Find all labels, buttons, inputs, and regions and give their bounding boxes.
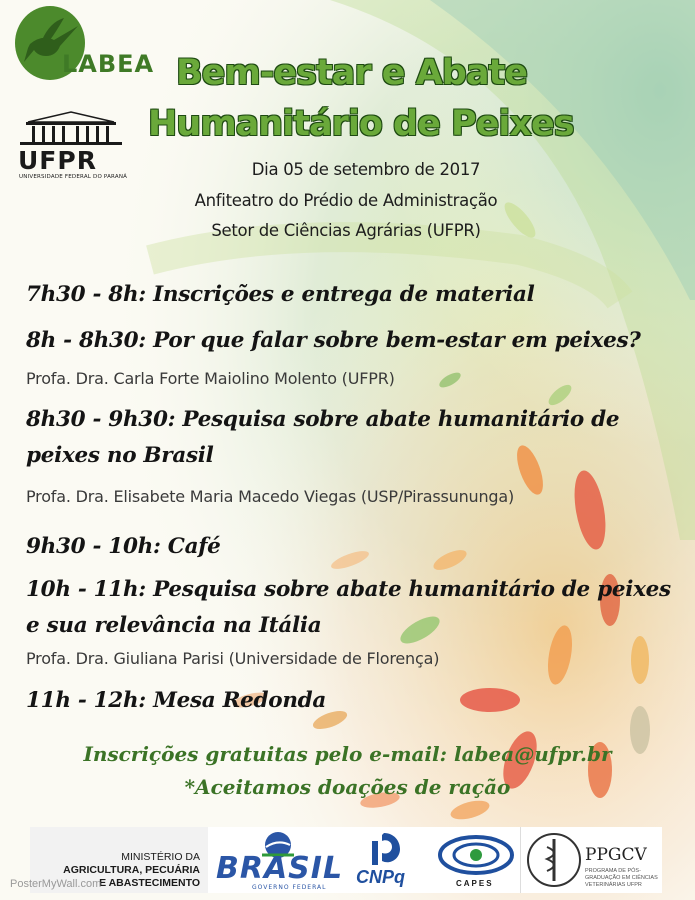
schedule-item-speaker: Profa. Dra. Carla Forte Maiolino Molento (UFPR) bbox=[26, 369, 395, 388]
event-date: Dia 05 de setembro de 2017 bbox=[251, 160, 481, 179]
ministerio-line-2: AGRICULTURA, PECUÁRIA bbox=[63, 864, 200, 876]
ppgcv-logo-subtext: PROGRAMA DE PÓS-GRADUAÇÃO EM CIÊNCIAS VETERINÁRIAS UFPR bbox=[585, 868, 658, 888]
registration-note: Inscrições gratuitas pelo e-mail: labea@ufpr.br bbox=[83, 742, 612, 766]
ministerio-line-1: MINISTÉRIO DA bbox=[121, 851, 200, 863]
capes-logo-text: CAPES bbox=[456, 879, 494, 888]
labea-logo-text: LABEA bbox=[62, 50, 155, 78]
cnpq-logo bbox=[352, 827, 422, 893]
labea-logo bbox=[12, 6, 162, 86]
ufpr-logo bbox=[16, 110, 128, 184]
brasil-logo-subtext: GOVERNO FEDERAL bbox=[252, 884, 327, 891]
schedule-item-title: 8h - 8h30: Por que falar sobre bem-estar em peixes? bbox=[26, 328, 641, 353]
cnpq-symbol-icon bbox=[364, 831, 404, 867]
schedule-item-speaker: Profa. Dra. Elisabete Maria Macedo Viegas (USP/Pirassununga) bbox=[26, 487, 514, 506]
brasil-governo-federal-logo bbox=[208, 827, 348, 893]
event-place: Anfiteatro do Prédio de Administração bbox=[194, 191, 498, 210]
ministerio-line-3: E ABASTECIMENTO bbox=[99, 877, 200, 889]
schedule-item-title: 7h30 - 8h: Inscrições e entrega de material bbox=[26, 282, 535, 307]
capes-logo bbox=[434, 827, 516, 893]
schedule-item-title: 11h - 12h: Mesa Redonda bbox=[26, 688, 327, 713]
ppgcv-seal-icon bbox=[525, 831, 583, 889]
event-title-line-1: Bem-estar e Abate bbox=[176, 53, 527, 93]
schedule-item-title: 10h - 11h: Pesquisa sobre abate humanitário de peixes e sua relevância na Itália bbox=[26, 577, 671, 638]
ppgcv-logo-text: PPGCV bbox=[585, 845, 647, 865]
postermywall-watermark: PosterMyWall.com bbox=[10, 878, 102, 890]
ufpr-logo-subtext: UNIVERSIDADE FEDERAL DO PARANÁ bbox=[19, 174, 128, 180]
schedule-item-title: 8h30 - 9h30: Pesquisa sobre abate humanitário de peixes no Brasil bbox=[26, 407, 620, 468]
sponsor-logos-strip bbox=[30, 827, 662, 893]
schedule-item-title: 9h30 - 10h: Café bbox=[26, 534, 221, 559]
ufpr-logo-text: UFPR bbox=[18, 146, 97, 175]
schedule-item-speaker: Profa. Dra. Giuliana Parisi (Universidade de Florença) bbox=[26, 649, 440, 668]
event-title-line-2: Humanitário de Peixes bbox=[148, 104, 574, 144]
capes-symbol-icon bbox=[436, 829, 516, 879]
brasil-logo-text: BRASIL bbox=[216, 851, 344, 886]
event-sector: Setor de Ciências Agrárias (UFPR) bbox=[211, 221, 481, 240]
ufpr-building-icon bbox=[18, 110, 124, 148]
cnpq-logo-text: CNPq bbox=[356, 867, 405, 887]
donation-note: *Aceitamos doações de ração bbox=[184, 775, 511, 799]
ppgcv-logo bbox=[520, 827, 663, 893]
